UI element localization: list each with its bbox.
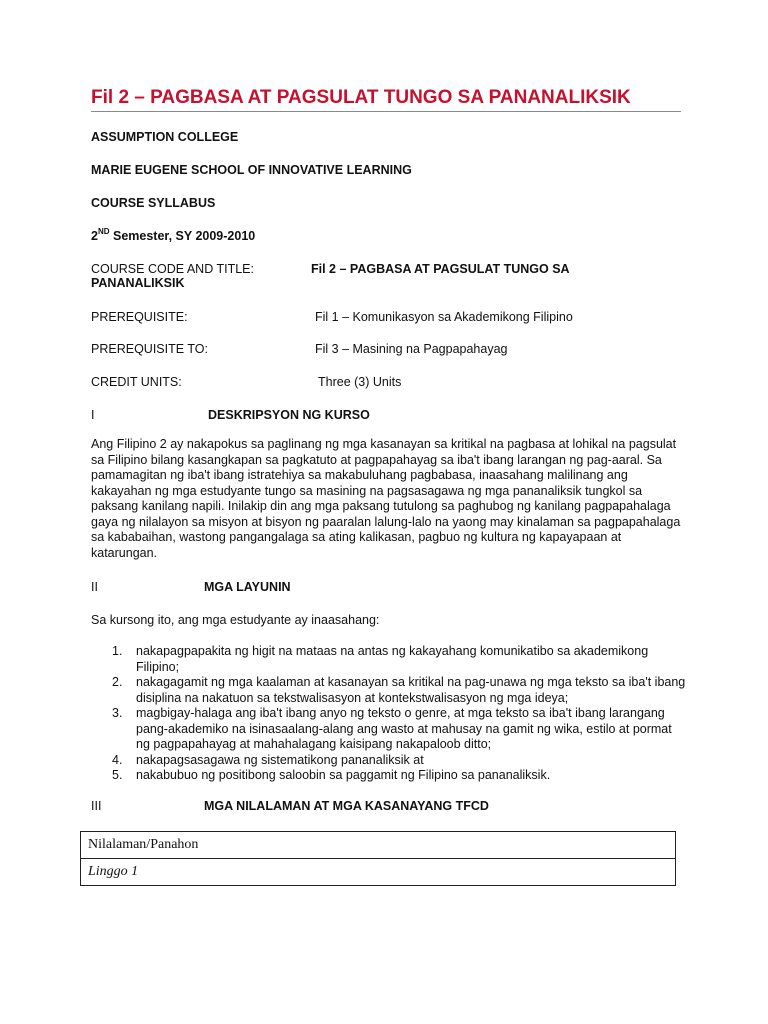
- objectives-intro: Sa kursong ito, ang mga estudyante ay inaasahang:: [91, 613, 380, 627]
- title-underline: [91, 111, 681, 112]
- school-name: MARIE EUGENE SCHOOL OF INNOVATIVE LEARNING: [91, 163, 412, 177]
- list-text: nakapagpapakita ng higit na mataas na antas ng kakayahang komunikatibo sa akademikong Filipino;: [136, 644, 649, 674]
- prerequisite-to-value: Fil 3 – Masining na Pagpapahayag: [315, 342, 508, 356]
- section-numeral-3: III: [91, 799, 102, 813]
- list-item: [112, 644, 687, 675]
- list-text: nakabubuo ng positibong saloobin sa paggamit ng Filipino sa pananaliksik.: [136, 768, 551, 782]
- semester-number: 2: [91, 229, 98, 243]
- course-code-value-wrap: PANANALIKSIK: [91, 276, 185, 290]
- document-type: COURSE SYLLABUS: [91, 196, 216, 210]
- prerequisite-value: Fil 1 – Komunikasyon sa Akademikong Filipino: [315, 310, 573, 324]
- course-code-label: COURSE CODE AND TITLE:: [91, 262, 254, 276]
- course-code-rest: – PAGBASA AT PAGSULAT TUNGO SA: [336, 262, 570, 276]
- table-cell: Linggo 1: [81, 859, 676, 886]
- college-name: ASSUMPTION COLLEGE: [91, 130, 239, 144]
- table-row: [81, 859, 676, 886]
- section-heading-description: DESKRIPSYON NG KURSO: [208, 408, 370, 422]
- list-number: 3.: [112, 706, 123, 720]
- semester-line: [91, 228, 255, 246]
- section-heading-objectives: MGA LAYUNIN: [204, 580, 291, 594]
- list-number: 5.: [112, 768, 123, 782]
- semester-superscript: ND: [97, 227, 110, 236]
- semester-text: Semester, SY 2009-2010: [109, 229, 256, 243]
- section-numeral-1: I: [91, 408, 95, 422]
- list-item: [112, 768, 687, 784]
- course-code-prefix: Fil 2: [311, 262, 337, 276]
- list-text: magbigay-halaga ang iba't ibang anyo ng teksto o genre, at mga teksto sa iba't ibang larangang pang-akademiko na isinasaalang-alang ang wasto at mahusay na gamit ng wika, estilo at pormat ng pagpapahayag at mahahalagang kaisipang nakapaloob ditto;: [136, 706, 672, 751]
- document-title: Fil 2 – PAGBASA AT PAGSULAT TUNGO SA PANANALIKSIK: [91, 87, 631, 108]
- content-table: [80, 831, 676, 886]
- table-row: [81, 832, 676, 859]
- list-text: nakapagsasagawa ng sistematikong pananaliksik at: [136, 752, 424, 767]
- list-item: [112, 753, 687, 769]
- list-item: [112, 675, 687, 706]
- section-heading-content: MGA NILALAMAN AT MGA KASANAYANG TFCD: [204, 799, 489, 813]
- list-number: 1.: [112, 644, 123, 658]
- prerequisite-to-label: PREREQUISITE TO:: [91, 342, 208, 356]
- course-code-value: [311, 261, 570, 277]
- list-item: [112, 706, 687, 753]
- table-header-cell: Nilalaman/Panahon: [81, 832, 676, 859]
- section-numeral-2: II: [91, 580, 98, 594]
- credit-units-label: CREDIT UNITS:: [91, 375, 182, 389]
- list-number: 2.: [112, 675, 123, 689]
- credit-units-value: Three (3) Units: [318, 375, 402, 389]
- list-number: 4.: [112, 752, 123, 767]
- objectives-list: [112, 644, 687, 784]
- course-description: Ang Filipino 2 ay nakapokus sa paglinang ng mga kasanayan sa kritikal na pagbasa at lohikal na pagsulat sa Filipino bilang kasangkapan sa pagkatuto at pagpapahayag sa iba't ibang larangan ng pag-aaral. Sa pamamagitan ng iba't ibang istratehiya sa makabuluhang pagbabasa, inaasahang malilinang ang kakayahan ng mga estudyante tungo sa masining na pagsasagawa ng mga pananaliksik tungkol sa paksang kanilang napili. Inilakip din ang mga paksang tutulong sa paghubog ng kanilang pagpapahalaga gaya ng nilalayon sa misyon at bisyon ng paaralan lalung-lalo na yaong may kinalaman sa pagpapahalaga sa kababaihan, wastong pangangalaga sa ating kalikasan, pagbuo ng kultura ng kapayapaan at katarungan.: [91, 437, 681, 560]
- prerequisite-label: PREREQUISITE:: [91, 310, 188, 324]
- list-text: nakagagamit ng mga kaalaman at kasanayan sa kritikal na pag-unawa ng mga teksto sa iba't ibang disiplina na nakatuon sa tekstwalisasyon at kontekstwalisasyon ng mga ideya;: [136, 675, 686, 705]
